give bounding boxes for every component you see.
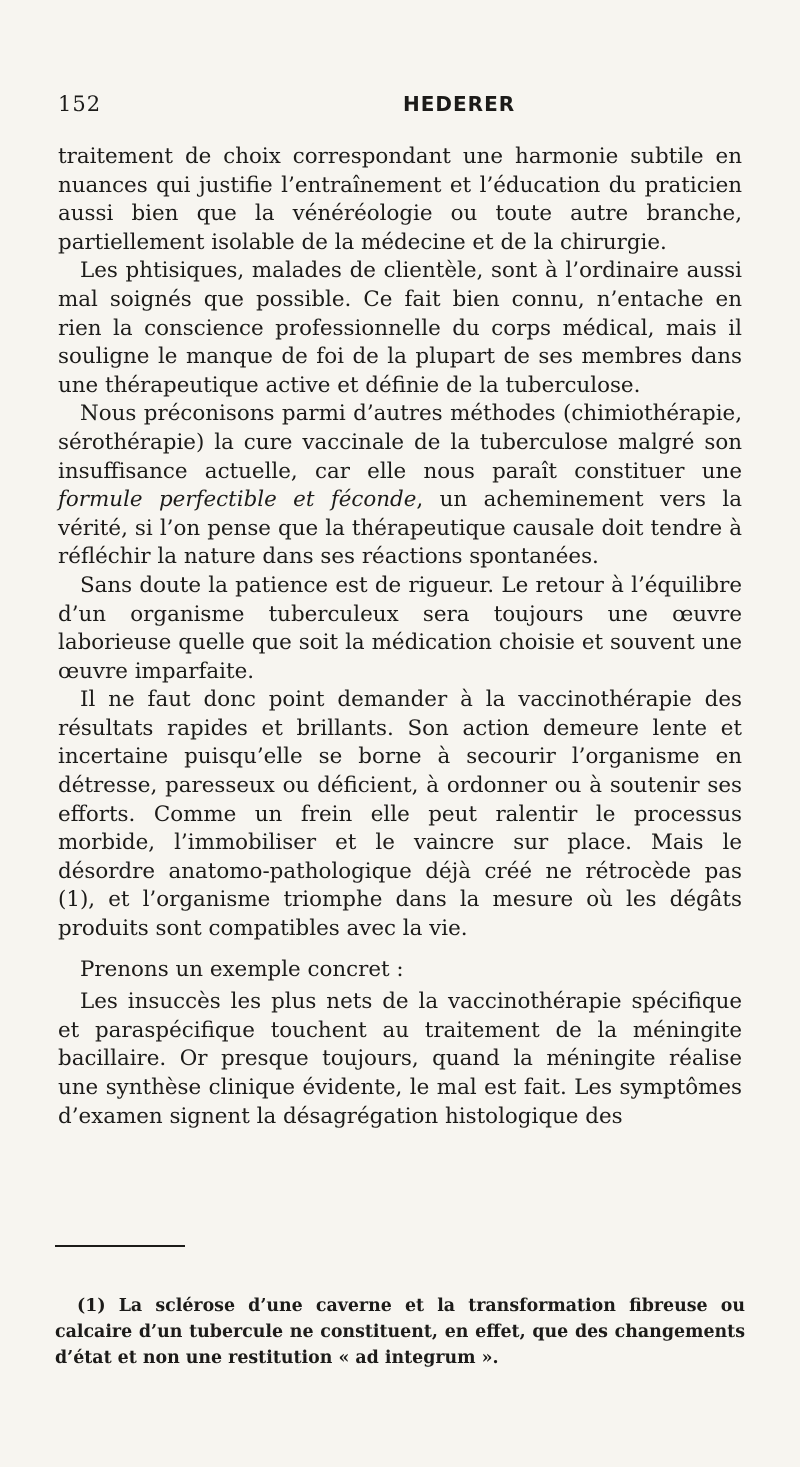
page-header	[58, 92, 740, 122]
paragraph-5: Il ne faut donc point demander à la vaccinothérapie des résultats rapides et brillants. Son action demeure lente et incertaine puisqu’elle se borne à secourir l’organisme en détresse, paresseux ou déficient, à ordonner ou à soutenir ses efforts. Comme un frein elle peut ralentir le processus morbide, l’immobiliser et le vaincre sur place. Mais le désordre anatomo-pathologique déjà créé ne rétrocède pas (1), et l’organisme triomphe dans la mesure où les dégâts produits sont compatibles avec la vie.	[58, 687, 742, 942]
paragraph-1: traitement de choix correspondant une harmonie subtile en nuances qui justifie l’entraînement et l’éducation du praticien aussi bien que la vénéréologie ou toute autre branche, partiellement isolable de la médecine et de la chirurgie.	[58, 144, 742, 255]
running-title: HEDERER	[403, 92, 516, 116]
footnote-1: (1) La sclérose d’une caverne et la transformation fibreuse ou calcaire d’un tubercule ne constituent, en effet, que des changements d’état et non une restitution « ad integrum ».	[55, 1296, 745, 1369]
paragraph-3-part-a: Nous préconisons parmi d’autres méthodes (chimiothérapie, sérothérapie) la cure vaccinale de la tuberculose malgré son insuffisance actuelle, car elle nous paraît constituer une	[58, 401, 742, 484]
paragraph-3-part-b: , un acheminement vers la vérité, si l’on pense que la thérapeutique causale doit tendre à réfléchir la nature dans ses réactions spontanées.	[58, 487, 742, 570]
paragraph-2: Les phtisiques, malades de clientèle, sont à l’ordinaire aussi mal soignés que possible. Ce fait bien connu, n’entache en rien la conscience professionnelle du corps médical, mais il souligne le manque de foi de la plupart de ses membres dans une thérapeutique active et définie de la tuberculose.	[58, 258, 742, 398]
footnote-separator	[55, 1245, 185, 1247]
body-text	[58, 143, 742, 1131]
page-number: 152	[58, 92, 102, 116]
paragraph-6: Prenons un exemple concret :	[80, 956, 404, 982]
paragraph-3-emphasis: formule perfectible et féconde	[58, 487, 417, 513]
paragraph-3	[58, 400, 742, 572]
paragraph-7: Les insuccès les plus nets de la vaccinothérapie spécifique et paraspécifique touchent au traitement de la méningite bacillaire. Or presque toujours, quand la méningite réalise une synthèse clinique évidente, le mal est fait. Les symptômes d’examen signent la désagrégation histologique des	[58, 989, 742, 1129]
paragraph-4: Sans doute la patience est de rigueur. Le retour à l’équilibre d’un organisme tuberculeux sera toujours une œuvre laborieuse quelle que soit la médication choisie et souvent une œuvre imparfaite.	[58, 572, 742, 684]
